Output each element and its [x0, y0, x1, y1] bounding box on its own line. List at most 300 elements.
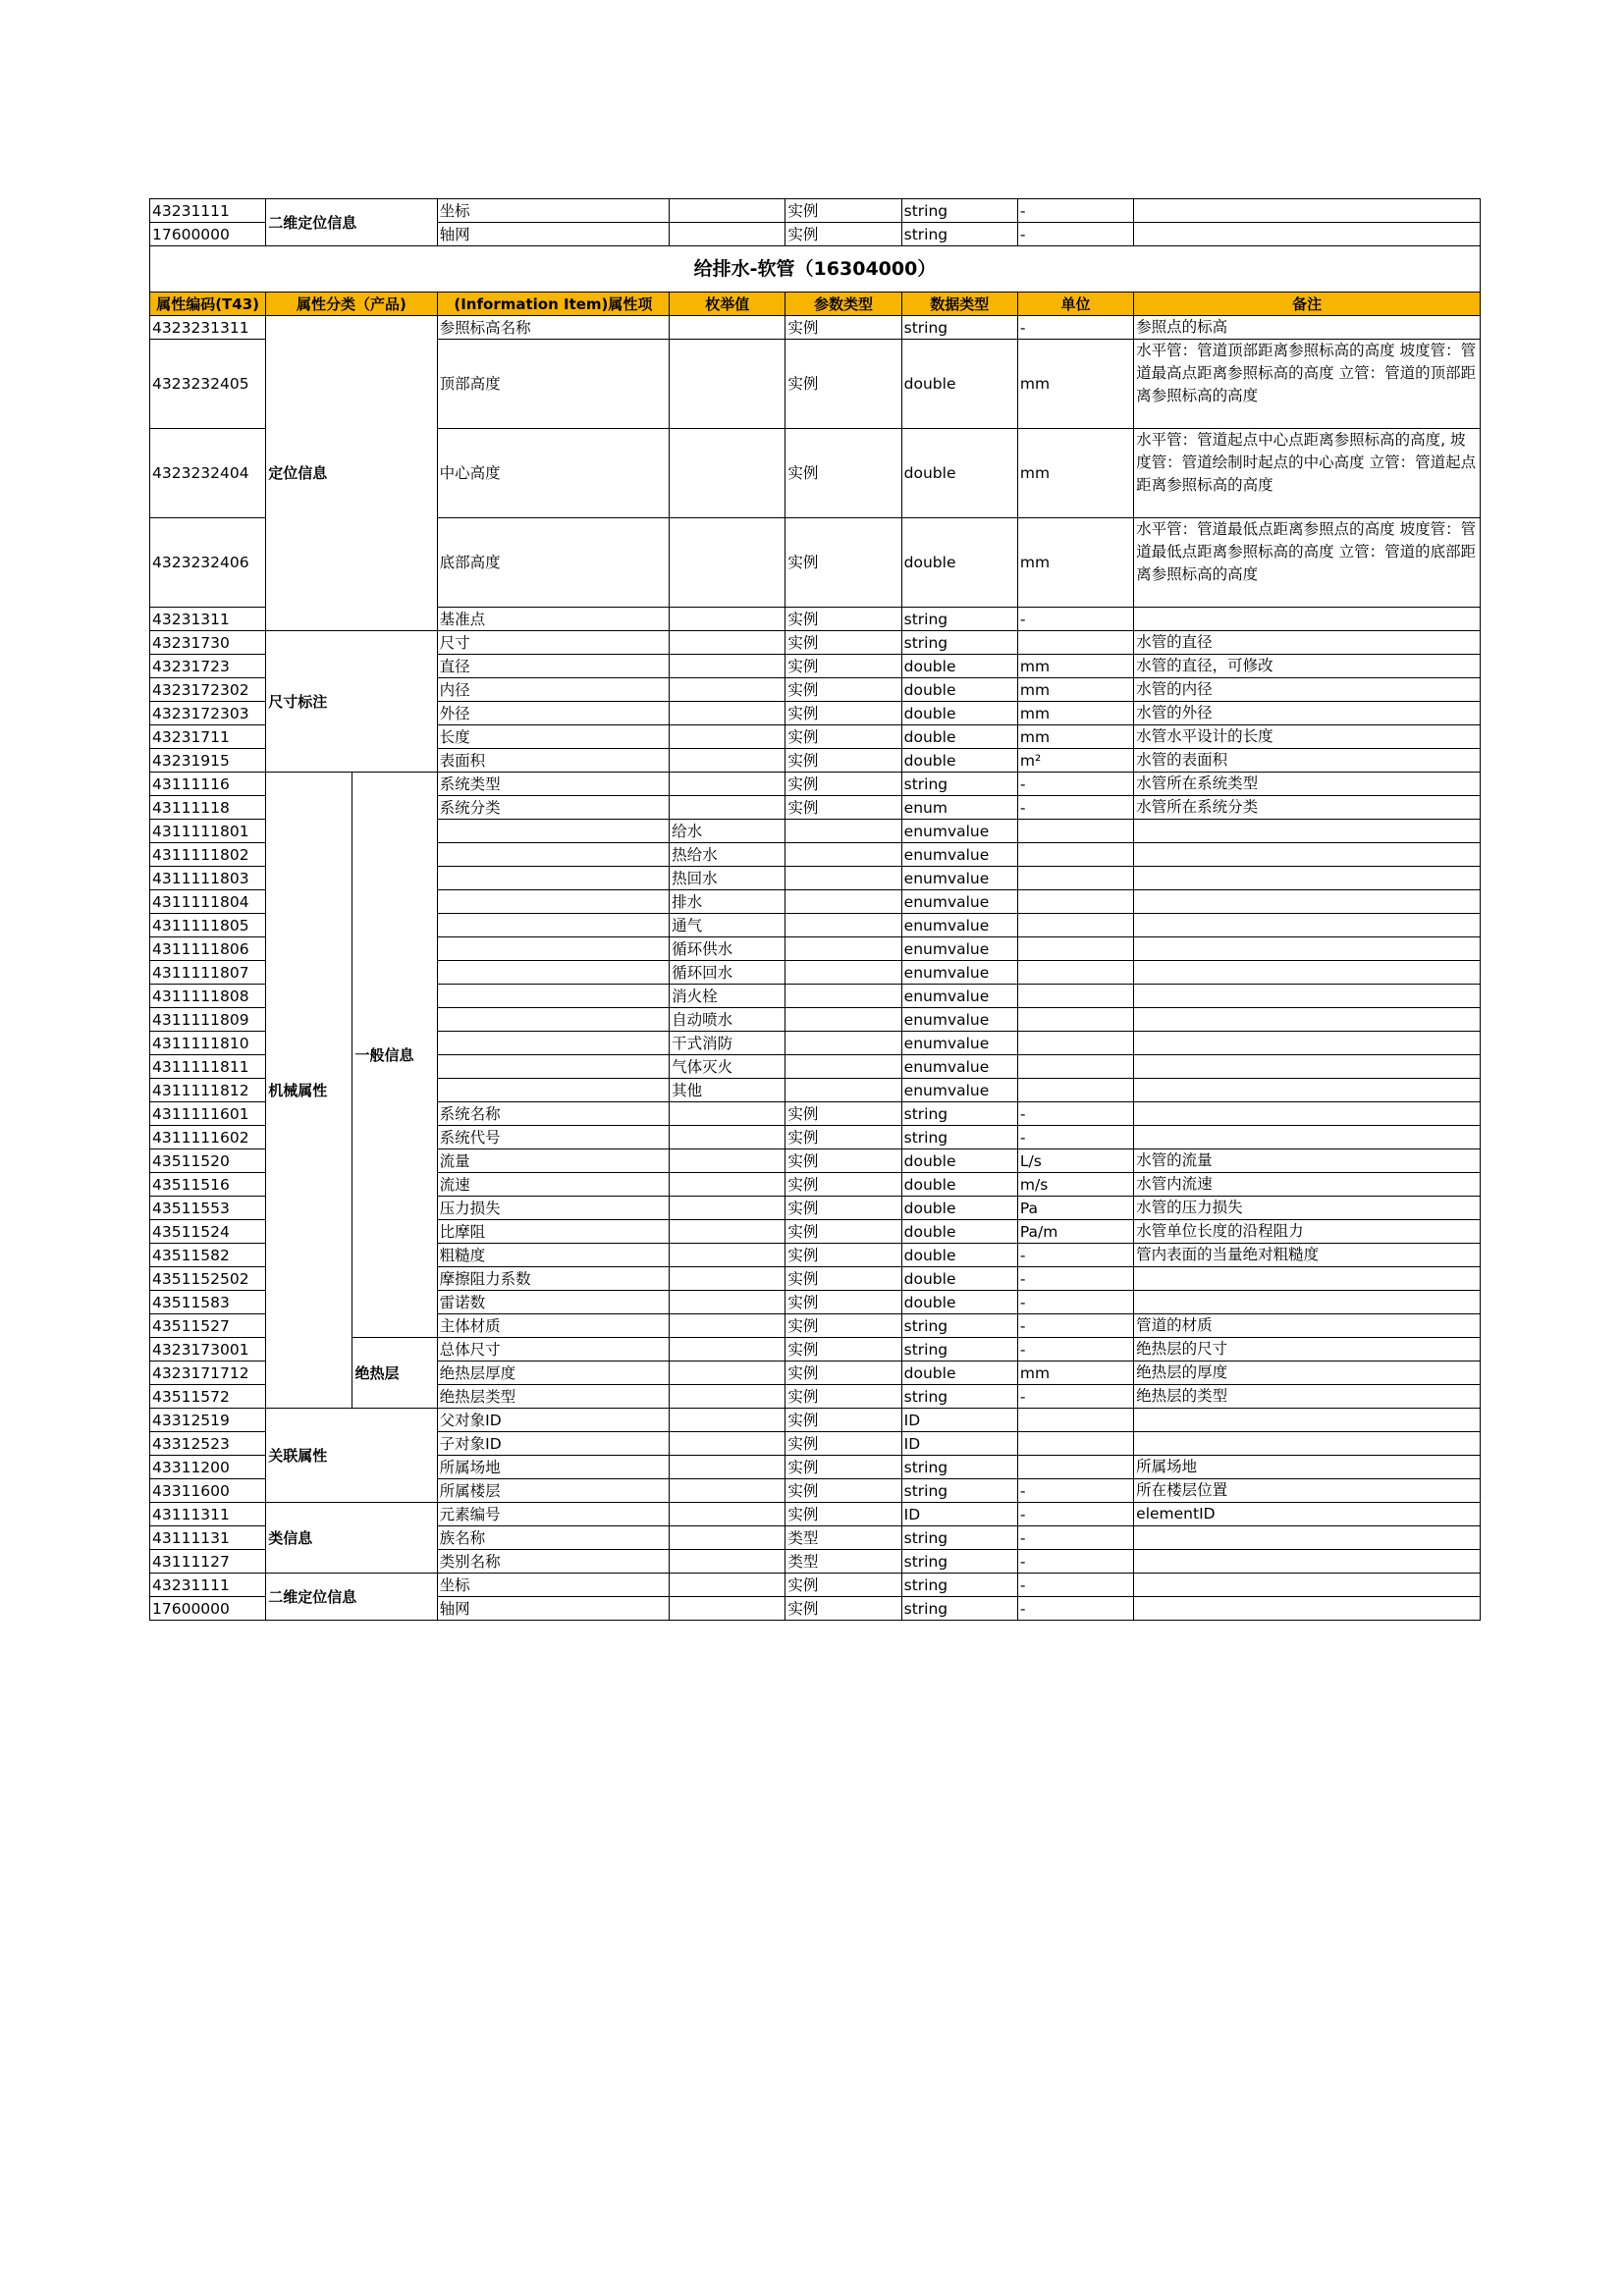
cell-code: 4311111806 [150, 937, 266, 961]
cell-unit: - [1017, 1338, 1133, 1362]
cell-data-type: double [901, 1220, 1017, 1244]
cell-unit [1017, 631, 1133, 655]
group-cell: 机械属性 [266, 773, 352, 1409]
cell-param-type: 类型 [785, 1550, 901, 1574]
section-title: 给排水-软管（16304000） [150, 246, 1481, 293]
cell-enum [670, 1314, 785, 1338]
cell-param-type: 实例 [785, 1314, 901, 1338]
cell-code: 43111118 [150, 796, 266, 820]
cell-param-type [785, 1055, 901, 1079]
cell-item: 长度 [437, 725, 670, 749]
cell-param-type: 实例 [785, 1362, 901, 1385]
cell-data-type: enumvalue [901, 867, 1017, 890]
cell-item: 子对象ID [437, 1432, 670, 1456]
cell-param-type: 实例 [785, 678, 901, 702]
cell-unit: - [1017, 1597, 1133, 1621]
cell-enum [670, 1338, 785, 1362]
cell-enum [670, 340, 785, 429]
cell-note: 水管的压力损失 [1134, 1197, 1481, 1220]
cell-item: 雷诺数 [437, 1291, 670, 1314]
cell-unit: - [1017, 199, 1133, 223]
cell-param-type: 实例 [785, 223, 901, 246]
column-header: 数据类型 [901, 293, 1017, 316]
cell-data-type: string [901, 1574, 1017, 1597]
cell-item [437, 1032, 670, 1055]
cell-note [1134, 1032, 1481, 1055]
cell-unit [1017, 1079, 1133, 1102]
cell-data-type: enumvalue [901, 1008, 1017, 1032]
table-body [150, 199, 1481, 1621]
cell-code: 43511553 [150, 1197, 266, 1220]
cell-unit: - [1017, 1126, 1133, 1149]
section-title-row [150, 246, 1481, 293]
cell-note: 水管的直径 [1134, 631, 1481, 655]
cell-unit: - [1017, 1314, 1133, 1338]
cell-unit: Pa/m [1017, 1220, 1133, 1244]
cell-enum [670, 773, 785, 796]
cell-item [437, 914, 670, 937]
cell-unit: - [1017, 608, 1133, 631]
cell-unit [1017, 1456, 1133, 1479]
group-cell: 绝热层 [352, 1338, 437, 1409]
cell-unit [1017, 961, 1133, 985]
cell-note [1134, 1008, 1481, 1032]
cell-item: 类别名称 [437, 1550, 670, 1574]
cell-enum [670, 316, 785, 340]
cell-note [1134, 1126, 1481, 1149]
cell-param-type: 实例 [785, 655, 901, 678]
cell-item: 比摩阻 [437, 1220, 670, 1244]
cell-data-type: enumvalue [901, 890, 1017, 914]
cell-item: 压力损失 [437, 1197, 670, 1220]
cell-note: 绝热层的类型 [1134, 1385, 1481, 1409]
cell-param-type: 实例 [785, 1267, 901, 1291]
cell-param-type [785, 820, 901, 843]
cell-item [437, 985, 670, 1008]
cell-code: 17600000 [150, 1597, 266, 1621]
cell-param-type: 实例 [785, 1291, 901, 1314]
cell-enum [670, 796, 785, 820]
cell-item: 所属场地 [437, 1456, 670, 1479]
cell-note: 水管的直径，可修改 [1134, 655, 1481, 678]
cell-unit: mm [1017, 702, 1133, 725]
cell-unit: - [1017, 1574, 1133, 1597]
cell-code: 4311111811 [150, 1055, 266, 1079]
cell-enum [670, 429, 785, 518]
cell-unit: Pa [1017, 1197, 1133, 1220]
cell-item [437, 937, 670, 961]
cell-item: 主体材质 [437, 1314, 670, 1338]
cell-item: 摩擦阻力系数 [437, 1267, 670, 1291]
cell-unit: - [1017, 1550, 1133, 1574]
cell-item: 绝热层类型 [437, 1385, 670, 1409]
cell-enum [670, 199, 785, 223]
cell-item: 坐标 [437, 1574, 670, 1597]
cell-data-type: double [901, 678, 1017, 702]
cell-code: 43111131 [150, 1526, 266, 1550]
cell-code: 43231915 [150, 749, 266, 773]
cell-enum: 消火栓 [670, 985, 785, 1008]
cell-data-type: double [901, 518, 1017, 608]
cell-param-type: 实例 [785, 316, 901, 340]
cell-param-type [785, 937, 901, 961]
cell-code: 43231311 [150, 608, 266, 631]
cell-enum [670, 1456, 785, 1479]
cell-code: 43311600 [150, 1479, 266, 1503]
cell-enum: 热给水 [670, 843, 785, 867]
column-header: 属性分类（产品) [266, 293, 437, 316]
cell-item: 粗糙度 [437, 1244, 670, 1267]
cell-param-type [785, 1032, 901, 1055]
cell-enum [670, 1597, 785, 1621]
cell-param-type: 实例 [785, 518, 901, 608]
cell-item: 流量 [437, 1149, 670, 1173]
cell-enum [670, 1291, 785, 1314]
cell-unit [1017, 1432, 1133, 1456]
cell-note: 水管单位长度的沿程阻力 [1134, 1220, 1481, 1244]
cell-enum [670, 749, 785, 773]
cell-note [1134, 608, 1481, 631]
cell-code: 4311111802 [150, 843, 266, 867]
cell-unit: mm [1017, 1362, 1133, 1385]
header-row [150, 293, 1481, 316]
column-header: 单位 [1017, 293, 1133, 316]
cell-unit [1017, 1008, 1133, 1032]
cell-param-type: 实例 [785, 199, 901, 223]
cell-note: 参照点的标高 [1134, 316, 1481, 340]
cell-note: 所属场地 [1134, 1456, 1481, 1479]
cell-code: 4311111809 [150, 1008, 266, 1032]
table-row [150, 1574, 1481, 1597]
cell-item [437, 1008, 670, 1032]
cell-code: 43511582 [150, 1244, 266, 1267]
cell-param-type [785, 985, 901, 1008]
cell-data-type: string [901, 1550, 1017, 1574]
cell-item: 中心高度 [437, 429, 670, 518]
cell-note [1134, 937, 1481, 961]
column-header: 枚举值 [670, 293, 785, 316]
cell-code: 43511524 [150, 1220, 266, 1244]
cell-unit: mm [1017, 678, 1133, 702]
cell-unit: mm [1017, 725, 1133, 749]
cell-enum [670, 655, 785, 678]
cell-unit [1017, 985, 1133, 1008]
cell-code: 4311111601 [150, 1102, 266, 1126]
cell-code: 4311111801 [150, 820, 266, 843]
cell-param-type: 实例 [785, 796, 901, 820]
cell-data-type: enum [901, 796, 1017, 820]
cell-item: 直径 [437, 655, 670, 678]
cell-code: 4311111805 [150, 914, 266, 937]
cell-note [1134, 914, 1481, 937]
cell-code: 43231723 [150, 655, 266, 678]
attribute-table [149, 198, 1481, 1621]
cell-unit: mm [1017, 518, 1133, 608]
cell-param-type [785, 1079, 901, 1102]
cell-enum: 热回水 [670, 867, 785, 890]
cell-enum [670, 1362, 785, 1385]
cell-param-type: 实例 [785, 1432, 901, 1456]
cell-data-type: string [901, 316, 1017, 340]
cell-data-type: double [901, 1291, 1017, 1314]
cell-unit: - [1017, 316, 1133, 340]
cell-unit [1017, 1032, 1133, 1055]
cell-item [437, 843, 670, 867]
cell-unit [1017, 937, 1133, 961]
cell-enum [670, 1244, 785, 1267]
cell-enum [670, 518, 785, 608]
cell-enum [670, 1267, 785, 1291]
cell-param-type: 实例 [785, 1574, 901, 1597]
cell-item: 元素编号 [437, 1503, 670, 1526]
cell-param-type [785, 914, 901, 937]
column-header: 参数类型 [785, 293, 901, 316]
cell-param-type: 实例 [785, 1220, 901, 1244]
cell-note [1134, 1432, 1481, 1456]
cell-data-type: double [901, 655, 1017, 678]
cell-data-type: double [901, 429, 1017, 518]
cell-enum [670, 1432, 785, 1456]
cell-note [1134, 1102, 1481, 1126]
column-header: (Information Item)属性项 [437, 293, 670, 316]
cell-code: 43231711 [150, 725, 266, 749]
cell-unit: - [1017, 1503, 1133, 1526]
cell-unit [1017, 843, 1133, 867]
cell-item: 尺寸 [437, 631, 670, 655]
cell-param-type: 实例 [785, 608, 901, 631]
cell-unit: L/s [1017, 1149, 1133, 1173]
cell-data-type: double [901, 1149, 1017, 1173]
cell-code: 4311111808 [150, 985, 266, 1008]
cell-note: 水管所在系统分类 [1134, 796, 1481, 820]
cell-data-type: double [901, 702, 1017, 725]
cell-item: 系统名称 [437, 1102, 670, 1126]
cell-code: 43111116 [150, 773, 266, 796]
cell-data-type: string [901, 631, 1017, 655]
cell-item: 系统代号 [437, 1126, 670, 1149]
cell-note: 绝热层的厚度 [1134, 1362, 1481, 1385]
cell-enum [670, 1479, 785, 1503]
cell-code: 17600000 [150, 223, 266, 246]
table-row [150, 316, 1481, 340]
cell-code: 4323232404 [150, 429, 266, 518]
cell-enum: 其他 [670, 1079, 785, 1102]
cell-code: 4311111602 [150, 1126, 266, 1149]
cell-unit: - [1017, 1102, 1133, 1126]
cell-unit: - [1017, 796, 1133, 820]
table-row [150, 631, 1481, 655]
cell-param-type: 实例 [785, 773, 901, 796]
cell-note [1134, 1574, 1481, 1597]
cell-note [1134, 223, 1481, 246]
cell-enum: 自动喷水 [670, 1008, 785, 1032]
cell-enum [670, 223, 785, 246]
cell-item: 绝热层厚度 [437, 1362, 670, 1385]
cell-note [1134, 1079, 1481, 1102]
cell-code: 43231111 [150, 1574, 266, 1597]
cell-item: 表面积 [437, 749, 670, 773]
cell-data-type: double [901, 1362, 1017, 1385]
cell-item: 流速 [437, 1173, 670, 1197]
cell-unit: - [1017, 1526, 1133, 1550]
cell-item: 坐标 [437, 199, 670, 223]
cell-unit: - [1017, 1385, 1133, 1409]
cell-unit: - [1017, 223, 1133, 246]
cell-item: 内径 [437, 678, 670, 702]
cell-enum: 循环回水 [670, 961, 785, 985]
cell-item [437, 867, 670, 890]
cell-code: 4323172302 [150, 678, 266, 702]
cell-data-type: double [901, 725, 1017, 749]
cell-note: 所在楼层位置 [1134, 1479, 1481, 1503]
cell-enum [670, 702, 785, 725]
cell-param-type: 实例 [785, 1126, 901, 1149]
cell-code: 4311111804 [150, 890, 266, 914]
cell-param-type: 实例 [785, 725, 901, 749]
cell-enum [670, 631, 785, 655]
cell-item [437, 1055, 670, 1079]
cell-enum [670, 1503, 785, 1526]
cell-data-type: double [901, 1267, 1017, 1291]
cell-param-type: 实例 [785, 1479, 901, 1503]
cell-data-type: string [901, 773, 1017, 796]
cell-item: 系统分类 [437, 796, 670, 820]
cell-enum [670, 1173, 785, 1197]
cell-param-type: 实例 [785, 1338, 901, 1362]
cell-code: 4351152502 [150, 1267, 266, 1291]
cell-param-type: 实例 [785, 702, 901, 725]
cell-enum [670, 1574, 785, 1597]
cell-data-type: enumvalue [901, 1032, 1017, 1055]
cell-item: 顶部高度 [437, 340, 670, 429]
cell-enum [670, 608, 785, 631]
cell-item [437, 1079, 670, 1102]
cell-note: 水管内流速 [1134, 1173, 1481, 1197]
cell-note [1134, 1291, 1481, 1314]
cell-note [1134, 961, 1481, 985]
cell-unit: mm [1017, 429, 1133, 518]
cell-item: 父对象ID [437, 1409, 670, 1432]
cell-unit [1017, 867, 1133, 890]
column-header: 备注 [1134, 293, 1481, 316]
cell-data-type: string [901, 1597, 1017, 1621]
cell-note: 水管的内径 [1134, 678, 1481, 702]
cell-unit: mm [1017, 340, 1133, 429]
group-cell: 关联属性 [266, 1409, 437, 1503]
cell-enum [670, 1550, 785, 1574]
cell-unit: m/s [1017, 1173, 1133, 1197]
cell-enum [670, 678, 785, 702]
cell-note: 水管的表面积 [1134, 749, 1481, 773]
cell-note: 水平管：管道最低点距离参照点的高度 坡度管：管道最低点距离参照标高的高度 立管：管道的底部距离参照标高的高度 [1134, 518, 1481, 608]
cell-enum [670, 1220, 785, 1244]
cell-code: 43312523 [150, 1432, 266, 1456]
cell-param-type: 实例 [785, 1244, 901, 1267]
cell-param-type: 类型 [785, 1526, 901, 1550]
cell-code: 43111127 [150, 1550, 266, 1574]
cell-item: 总体尺寸 [437, 1338, 670, 1362]
cell-note: 水平管：管道起点中心点距离参照标高的高度, 坡度管：管道绘制时起点的中心高度 立管：管道起点距离参照标高的高度 [1134, 429, 1481, 518]
cell-unit: - [1017, 773, 1133, 796]
cell-enum [670, 1526, 785, 1550]
cell-data-type: string [901, 1479, 1017, 1503]
group-cell: 二维定位信息 [266, 199, 437, 246]
cell-code: 43311200 [150, 1456, 266, 1479]
cell-note: 水管的流量 [1134, 1149, 1481, 1173]
cell-note [1134, 1409, 1481, 1432]
cell-unit: m² [1017, 749, 1133, 773]
cell-unit: - [1017, 1244, 1133, 1267]
cell-item: 系统类型 [437, 773, 670, 796]
cell-param-type: 实例 [785, 631, 901, 655]
cell-enum [670, 1197, 785, 1220]
table-row [150, 1503, 1481, 1526]
cell-unit [1017, 820, 1133, 843]
cell-item [437, 961, 670, 985]
cell-param-type: 实例 [785, 1197, 901, 1220]
cell-note: 水平管：管道顶部距离参照标高的高度 坡度管：管道最高点距离参照标高的高度 立管：管道的顶部距离参照标高的高度 [1134, 340, 1481, 429]
cell-param-type: 实例 [785, 1503, 901, 1526]
cell-data-type: string [901, 1126, 1017, 1149]
cell-note: 绝热层的尺寸 [1134, 1338, 1481, 1362]
cell-code: 4323173001 [150, 1338, 266, 1362]
group-cell: 尺寸标注 [266, 631, 437, 773]
cell-data-type: double [901, 1244, 1017, 1267]
cell-code: 43312519 [150, 1409, 266, 1432]
cell-code: 4323171712 [150, 1362, 266, 1385]
cell-note: 管内表面的当量绝对粗糙度 [1134, 1244, 1481, 1267]
cell-unit: - [1017, 1479, 1133, 1503]
cell-data-type: double [901, 340, 1017, 429]
cell-param-type [785, 890, 901, 914]
cell-note: 水管水平设计的长度 [1134, 725, 1481, 749]
column-header: 属性编码(T43) [150, 293, 266, 316]
cell-param-type: 实例 [785, 429, 901, 518]
table-row [150, 199, 1481, 223]
cell-code: 43511520 [150, 1149, 266, 1173]
cell-enum [670, 725, 785, 749]
cell-data-type: string [901, 199, 1017, 223]
cell-enum [670, 1102, 785, 1126]
cell-code: 4323232405 [150, 340, 266, 429]
cell-note [1134, 985, 1481, 1008]
cell-data-type: double [901, 1197, 1017, 1220]
cell-enum [670, 1409, 785, 1432]
cell-code: 4311111807 [150, 961, 266, 985]
group-cell: 定位信息 [266, 316, 437, 631]
cell-param-type: 实例 [785, 1102, 901, 1126]
cell-unit: - [1017, 1291, 1133, 1314]
cell-code: 43511583 [150, 1291, 266, 1314]
cell-code: 43511572 [150, 1385, 266, 1409]
cell-param-type [785, 1008, 901, 1032]
cell-param-type: 实例 [785, 1597, 901, 1621]
cell-note [1134, 1597, 1481, 1621]
cell-data-type: enumvalue [901, 914, 1017, 937]
cell-data-type: enumvalue [901, 937, 1017, 961]
cell-code: 4311111810 [150, 1032, 266, 1055]
cell-param-type [785, 961, 901, 985]
cell-unit [1017, 914, 1133, 937]
cell-enum [670, 1149, 785, 1173]
cell-note: 水管所在系统类型 [1134, 773, 1481, 796]
cell-data-type: enumvalue [901, 1055, 1017, 1079]
cell-data-type: string [901, 1456, 1017, 1479]
cell-data-type: double [901, 1173, 1017, 1197]
cell-item [437, 890, 670, 914]
cell-enum: 通气 [670, 914, 785, 937]
cell-item: 轴网 [437, 1597, 670, 1621]
